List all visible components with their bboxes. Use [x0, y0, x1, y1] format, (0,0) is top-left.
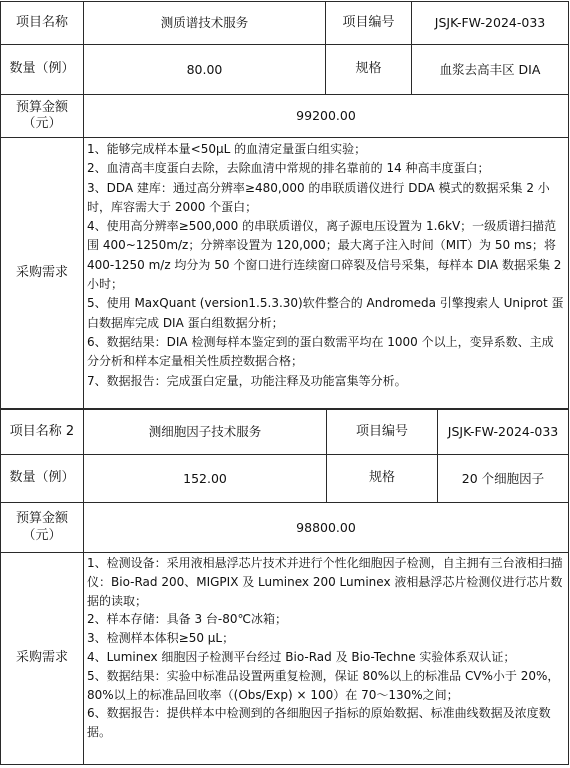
project1-table — [0, 1, 569, 409]
project1-req-item: 3、DDA 建库：通过高分辨率≥480,000 的串联质谱仪进行 DDA 模式的数据采集 2 小时，库容需大于 2000 个蛋白； — [87, 180, 550, 214]
project1-req-label: 采购需求 — [1, 138, 84, 409]
project2-req-item: 3、检测样本体积≥50 μL； — [87, 631, 235, 646]
project1-code-label: 项目编号 — [326, 2, 412, 45]
project2-req-item: 6、数据报告：提供样本中检测到的各细胞因子指标的原始数据、标准曲线数据及浓度数据。 — [87, 706, 551, 740]
project2-name-value: 测细胞因子技术服务 — [84, 410, 327, 455]
project2-budget-label: 预算金额（元） — [1, 503, 84, 553]
project2-spec-value: 20 个细胞因子 — [438, 455, 569, 503]
project2-req-item: 2、样本存储：具备 3 台-80℃冰箱； — [87, 612, 287, 627]
project1-qty-value: 80.00 — [84, 45, 326, 95]
project1-code-value: JSJK-FW-2024-033 — [412, 2, 569, 45]
project2-req-label: 采购需求 — [1, 553, 84, 765]
project2-code-label: 项目编号 — [327, 410, 438, 455]
project1-name-label: 项目名称 — [1, 2, 84, 45]
project1-req-item: 2、血清高丰度蛋白去除，去除血清中常规的排名靠前的 14 种高丰度蛋白； — [87, 161, 490, 176]
project1-spec-value: 血浆去高丰区 DIA — [412, 45, 569, 95]
project1-req-item: 5、使用 MaxQuant (version1.5.3.30)软件整合的 Andromeda 引擎搜索人 Uniprot 蛋白数据库完成 DIA 蛋白组数据分析； — [87, 296, 564, 330]
project2-table — [0, 409, 569, 765]
project1-req-item: 4、使用高分辨率≥500,000 的串联质谱仪，离子源电压设置为 1.6kV；一级质谱扫描范围 400~1250m/z；分辨率设置为 120,000；最大离子注入时间（MIT）为 50 ms；将 400-1250 m/z 均分为 50 个窗口进行连续窗口碎裂及信号采集，每样本 DIA 数据采集 2 小时； — [87, 219, 562, 292]
project2-code-value: JSJK-FW-2024-033 — [438, 410, 569, 455]
project2-req-item: 1、检测设备：采用液相悬浮芯片技术并进行个性化细胞因子检测，自主拥有三台液相扫描仪：Bio-Rad 200、MIGPIX 及 Luminex 200 Luminex 液相悬浮芯片检测仪进行芯片数据的读取； — [87, 556, 563, 608]
project1-req-item: 7、数据报告：完成蛋白定量，功能注释及功能富集等分析。 — [87, 373, 407, 388]
project2-budget-value: 98800.00 — [84, 503, 569, 553]
project1-requirements — [84, 138, 569, 409]
project1-req-item: 1、能够完成样本量<50μL 的血清定量蛋白组实验； — [87, 142, 367, 156]
project1-budget-value: 99200.00 — [84, 95, 569, 138]
project2-name-label: 项目名称 2 — [1, 410, 84, 455]
project2-req-item: 4、Luminex 细胞因子检测平台经过 Bio-Rad 及 Bio-Techne 实验体系双认证； — [87, 649, 516, 664]
project2-qty-label: 数量（例） — [1, 455, 84, 503]
project1-spec-label: 规格 — [326, 45, 412, 95]
project1-req-item: 6、数据结果：DIA 检测每样本鉴定到的蛋白数需平均在 1000 个以上，变异系数、主成分分析和样本定量相关性质控数据合格； — [87, 334, 554, 369]
project2-requirements — [84, 553, 569, 765]
project2-req-item: 5、数据结果：实验中标准品设置两重复检测，保证 80%以上的标准品 CV%小于 20%，80%以上的标准品回收率（(Obs/Exp) × 100）在 70～130%之间； — [87, 668, 560, 702]
project2-qty-value: 152.00 — [84, 455, 327, 503]
project1-name-value: 测质谱技术服务 — [84, 2, 326, 45]
project1-qty-label: 数量（例） — [1, 45, 84, 95]
project1-budget-label: 预算金额（元） — [1, 95, 84, 138]
project2-spec-label: 规格 — [327, 455, 438, 503]
